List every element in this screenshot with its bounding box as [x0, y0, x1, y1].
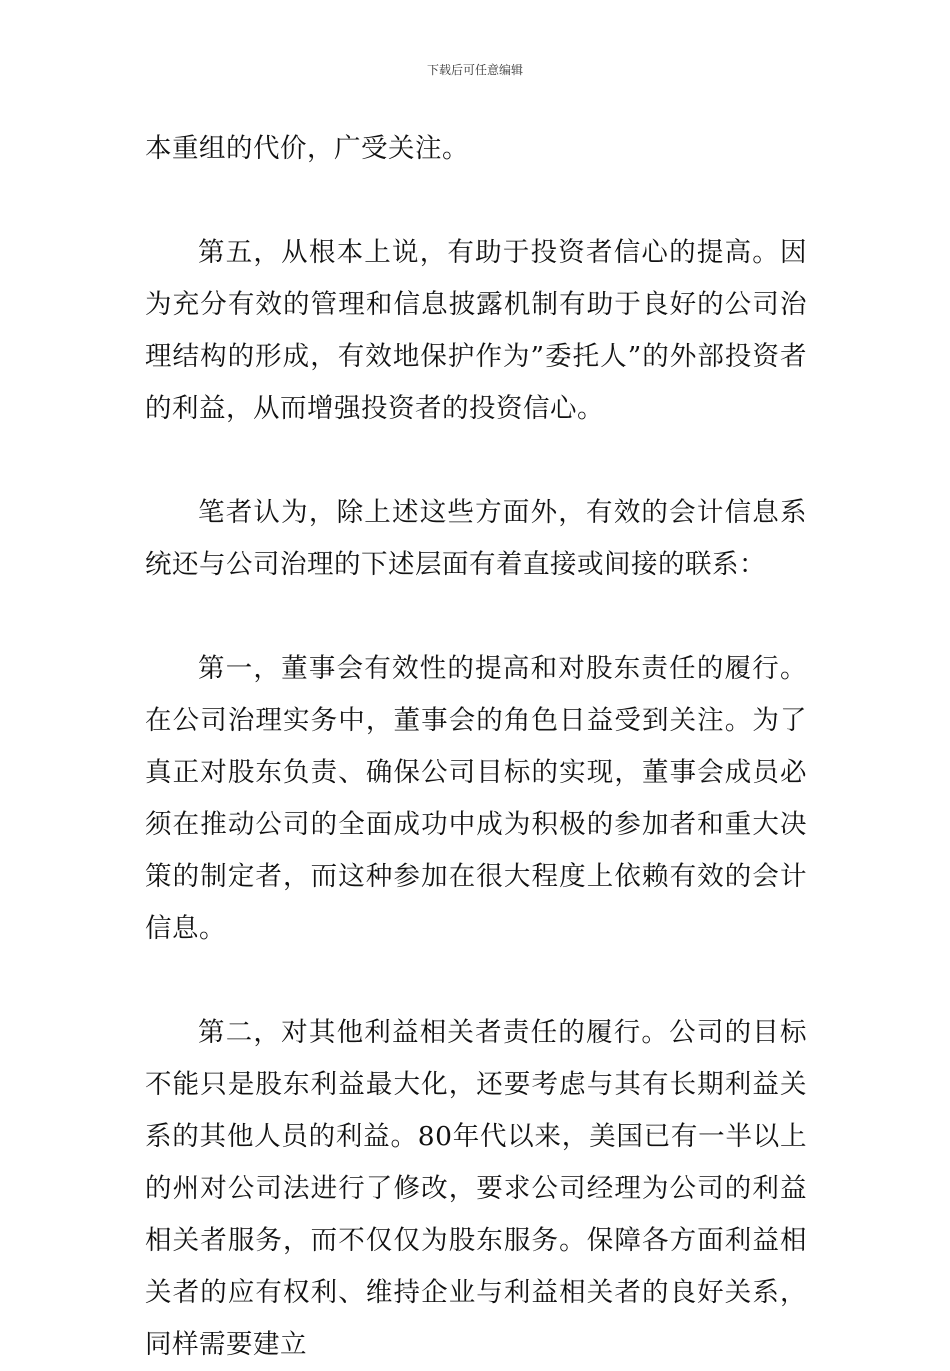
- page-header: 下载后可任意编辑: [426, 63, 523, 77]
- paragraph-point-one: 第一，董事会有效性的提高和对股东责任的履行。在公司治理实务中，董事会的角色日益受到关注。为了真正对股东负责、确保公司目标的实现，董事会成员必须在推动公司的全面成功中成为积极的参加者和重大决策的制定者，而这种参加在很大程度上依赖有效的会计信息。: [145, 653, 807, 944]
- paragraph-point-two: 第二，对其他利益相关者责任的履行。公司的目标不能只是股东利益最大化，还要考虑与其有长期利益关系的其他人员的利益。80年代以来，美国已有一半以上的州对公司法进行了修改，要求公司经理为公司的利益相关者服务，而不仅仅为股东服务。保障各方面利益相关者的应有权利、维持企业与利益相关者的良好关系，同样需要建立: [145, 1017, 807, 1360]
- document-body: [145, 123, 807, 1371]
- paragraph-point-five: 第五，从根本上说，有助于投资者信心的提高。因为充分有效的管理和信息披露机制有助于良好的公司治理结构的形成，有效地保护作为”委托人”的外部投资者的利益，从而增强投资者的投资信心。: [145, 237, 807, 424]
- paragraph-author-view: 笔者认为，除上述这些方面外，有效的会计信息系统还与公司治理的下述层面有着直接或间接的联系：: [145, 497, 807, 580]
- paragraph-continuation: 本重组的代价，广受关注。: [145, 133, 469, 164]
